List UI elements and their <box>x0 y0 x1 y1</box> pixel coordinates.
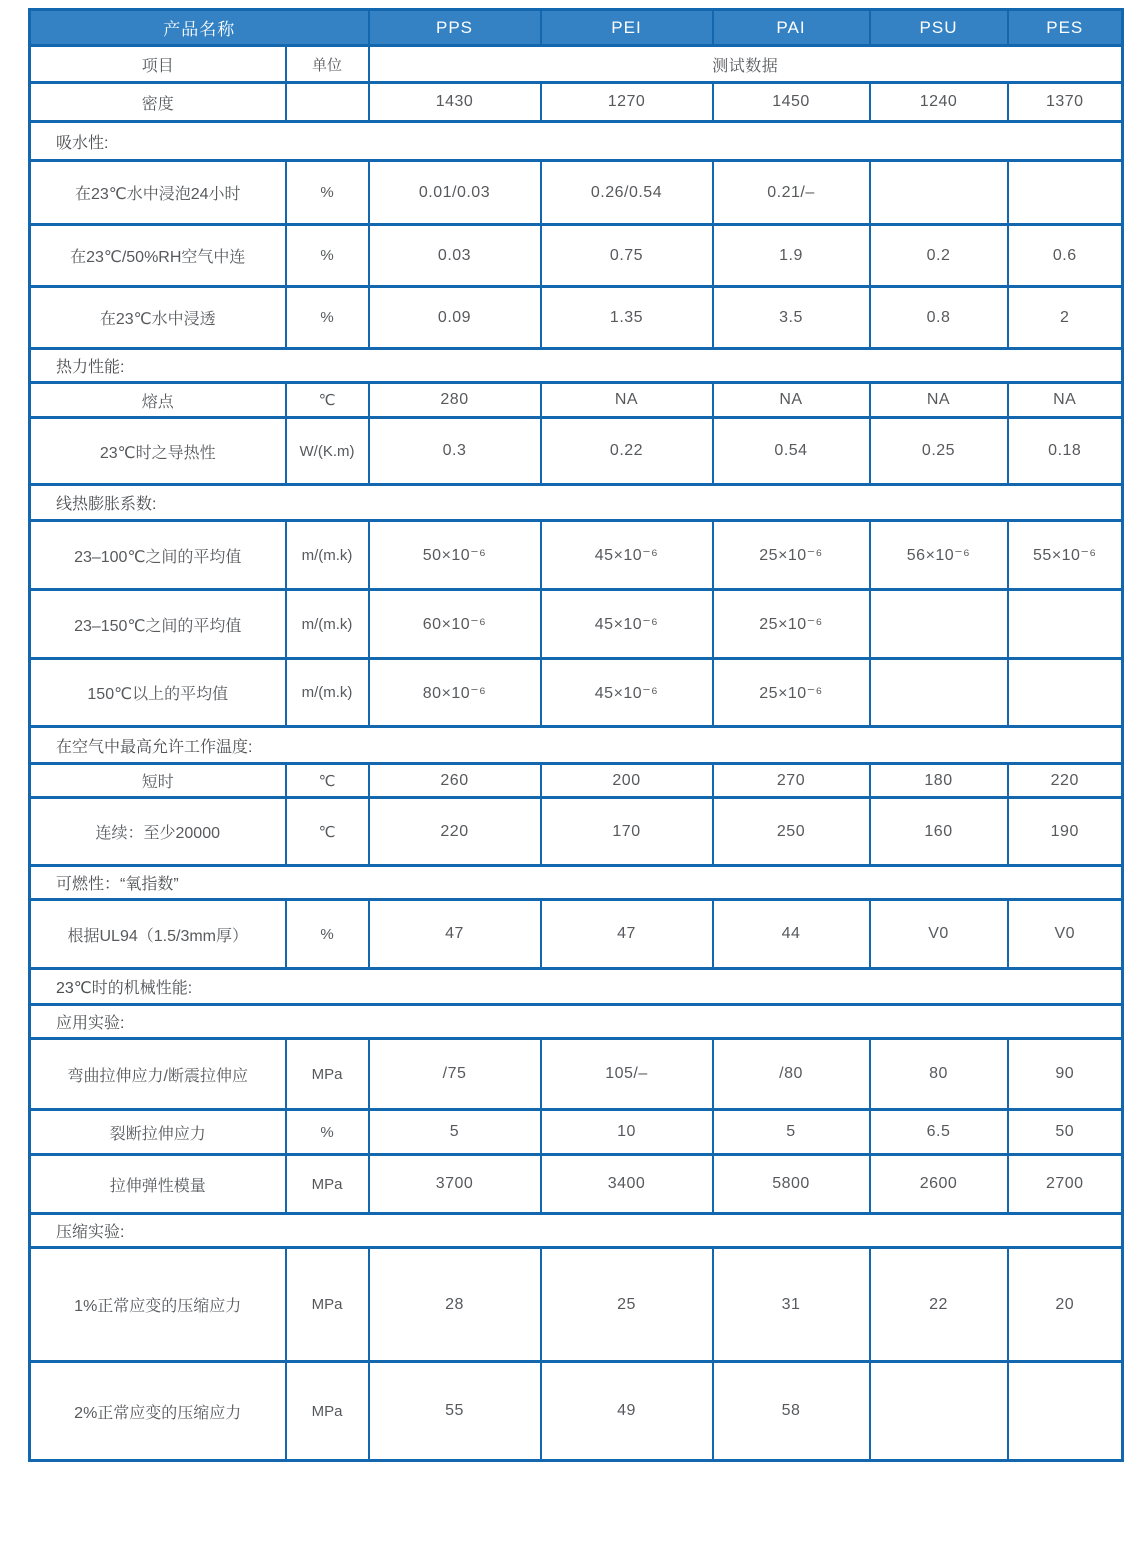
value-cell: 180 <box>870 764 1008 798</box>
item-cell: 在23℃/50%RH空气中连 <box>30 225 286 287</box>
value-cell: 1370 <box>1008 83 1123 122</box>
unit-cell: MPa <box>286 1039 369 1110</box>
value-cell: 5 <box>713 1110 870 1155</box>
section-row <box>30 122 1123 161</box>
item-cell: 拉伸弹性模量 <box>30 1155 286 1214</box>
section-row <box>30 969 1123 1005</box>
value-cell: 50×10⁻⁶ <box>369 521 541 590</box>
value-cell: 160 <box>870 798 1008 866</box>
item-cell: 2%正常应变的压缩应力 <box>30 1362 286 1461</box>
item-cell: 裂断拉伸应力 <box>30 1110 286 1155</box>
value-cell: 0.54 <box>713 418 870 485</box>
value-cell: 0.6 <box>1008 225 1123 287</box>
table-row <box>30 1110 1123 1155</box>
value-cell: 31 <box>713 1248 870 1362</box>
item-cell: 连续：至少20000 <box>30 798 286 866</box>
table-row <box>30 1039 1123 1110</box>
value-cell: 45×10⁻⁶ <box>541 590 713 659</box>
item-cell: 根据UL94（1.5/3mm厚） <box>30 900 286 969</box>
table-row <box>30 798 1123 866</box>
table-row <box>30 1362 1123 1461</box>
table-row <box>30 659 1123 727</box>
value-cell: 80×10⁻⁶ <box>369 659 541 727</box>
item-cell: 短时 <box>30 764 286 798</box>
value-cell <box>870 161 1008 225</box>
value-cell: 170 <box>541 798 713 866</box>
item-cell: 150℃以上的平均值 <box>30 659 286 727</box>
product-column-header-pes: PES <box>1008 10 1123 46</box>
unit-cell: MPa <box>286 1362 369 1461</box>
value-cell: 0.26/0.54 <box>541 161 713 225</box>
unit-cell: ℃ <box>286 383 369 418</box>
value-cell: 1430 <box>369 83 541 122</box>
value-cell <box>870 590 1008 659</box>
value-cell <box>870 1362 1008 1461</box>
value-cell: 55 <box>369 1362 541 1461</box>
value-cell: 250 <box>713 798 870 866</box>
table-row <box>30 900 1123 969</box>
value-cell: 5 <box>369 1110 541 1155</box>
section-label: 在空气中最高允许工作温度: <box>30 727 1123 764</box>
table-row <box>30 521 1123 590</box>
item-cell: 在23℃水中浸泡24小时 <box>30 161 286 225</box>
value-cell: NA <box>713 383 870 418</box>
value-cell: 55×10⁻⁶ <box>1008 521 1123 590</box>
value-cell: 47 <box>369 900 541 969</box>
value-cell: 20 <box>1008 1248 1123 1362</box>
value-cell <box>1008 659 1123 727</box>
value-cell: 0.22 <box>541 418 713 485</box>
item-cell: 密度 <box>30 83 286 122</box>
product-column-header-psu: PSU <box>870 10 1008 46</box>
item-cell: 23–100℃之间的平均值 <box>30 521 286 590</box>
subheader-row <box>30 46 1123 83</box>
value-cell: 200 <box>541 764 713 798</box>
section-label: 可燃性：“氧指数” <box>30 866 1123 900</box>
item-cell: 熔点 <box>30 383 286 418</box>
table-row <box>30 161 1123 225</box>
value-cell: 2600 <box>870 1155 1008 1214</box>
product-column-header-pai: PAI <box>713 10 870 46</box>
value-cell: 0.75 <box>541 225 713 287</box>
section-row <box>30 1214 1123 1248</box>
value-cell: 1240 <box>870 83 1008 122</box>
value-cell: 1.35 <box>541 287 713 349</box>
unit-cell: m/(m.k) <box>286 659 369 727</box>
table-row <box>30 418 1123 485</box>
value-cell: 44 <box>713 900 870 969</box>
value-cell: 5800 <box>713 1155 870 1214</box>
product-name-header-cell: 产品名称 <box>30 10 369 46</box>
value-cell: 2700 <box>1008 1155 1123 1214</box>
value-cell: 49 <box>541 1362 713 1461</box>
value-cell: /75 <box>369 1039 541 1110</box>
value-cell: 45×10⁻⁶ <box>541 521 713 590</box>
value-cell: 1270 <box>541 83 713 122</box>
table-row <box>30 83 1123 122</box>
value-cell <box>1008 1362 1123 1461</box>
unit-cell <box>286 83 369 122</box>
section-row <box>30 349 1123 383</box>
item-cell: 1%正常应变的压缩应力 <box>30 1248 286 1362</box>
value-cell: V0 <box>1008 900 1123 969</box>
item-cell: 弯曲拉伸应力/断震拉伸应 <box>30 1039 286 1110</box>
value-cell: V0 <box>870 900 1008 969</box>
value-cell: 25 <box>541 1248 713 1362</box>
value-cell: 220 <box>369 798 541 866</box>
value-cell: NA <box>1008 383 1123 418</box>
table-row <box>30 764 1123 798</box>
unit-cell: MPa <box>286 1155 369 1214</box>
value-cell: 1450 <box>713 83 870 122</box>
value-cell: NA <box>870 383 1008 418</box>
value-cell: 0.25 <box>870 418 1008 485</box>
value-cell: 25×10⁻⁶ <box>713 590 870 659</box>
section-row <box>30 1005 1123 1039</box>
value-cell: 0.03 <box>369 225 541 287</box>
header-row <box>30 10 1123 46</box>
value-cell: 90 <box>1008 1039 1123 1110</box>
section-label: 压缩实验: <box>30 1214 1123 1248</box>
product-spec-table <box>28 8 1124 1462</box>
table-row <box>30 1155 1123 1214</box>
unit-cell: ℃ <box>286 798 369 866</box>
unit-cell: MPa <box>286 1248 369 1362</box>
unit-cell: m/(m.k) <box>286 521 369 590</box>
section-label: 线热膨胀系数: <box>30 485 1123 521</box>
section-row <box>30 485 1123 521</box>
value-cell: 280 <box>369 383 541 418</box>
value-cell: 0.18 <box>1008 418 1123 485</box>
table-row <box>30 287 1123 349</box>
value-cell: 80 <box>870 1039 1008 1110</box>
product-column-header-pei: PEI <box>541 10 713 46</box>
unit-cell: m/(m.k) <box>286 590 369 659</box>
value-cell: 45×10⁻⁶ <box>541 659 713 727</box>
value-cell: 3.5 <box>713 287 870 349</box>
value-cell: 2 <box>1008 287 1123 349</box>
value-cell <box>1008 590 1123 659</box>
item-cell: 23℃时之导热性 <box>30 418 286 485</box>
section-row <box>30 866 1123 900</box>
product-column-header-pps: PPS <box>369 10 541 46</box>
value-cell: 0.2 <box>870 225 1008 287</box>
value-cell: NA <box>541 383 713 418</box>
value-cell: 10 <box>541 1110 713 1155</box>
value-cell: 105/– <box>541 1039 713 1110</box>
value-cell: 260 <box>369 764 541 798</box>
value-cell <box>1008 161 1123 225</box>
value-cell: 58 <box>713 1362 870 1461</box>
value-cell: 0.01/0.03 <box>369 161 541 225</box>
value-cell: 3700 <box>369 1155 541 1214</box>
value-cell: 28 <box>369 1248 541 1362</box>
value-cell: 3400 <box>541 1155 713 1214</box>
section-label: 应用实验: <box>30 1005 1123 1039</box>
table-row <box>30 383 1123 418</box>
unit-cell: ℃ <box>286 764 369 798</box>
value-cell: 60×10⁻⁶ <box>369 590 541 659</box>
unit-cell: W/(K.m) <box>286 418 369 485</box>
value-cell: 25×10⁻⁶ <box>713 521 870 590</box>
table-row <box>30 590 1123 659</box>
item-cell: 23–150℃之间的平均值 <box>30 590 286 659</box>
section-label: 吸水性: <box>30 122 1123 161</box>
section-label: 热力性能: <box>30 349 1123 383</box>
value-cell: 50 <box>1008 1110 1123 1155</box>
table-row <box>30 225 1123 287</box>
section-row <box>30 727 1123 764</box>
table-row <box>30 1248 1123 1362</box>
value-cell: 0.09 <box>369 287 541 349</box>
value-cell: /80 <box>713 1039 870 1110</box>
value-cell: 6.5 <box>870 1110 1008 1155</box>
unit-cell: % <box>286 161 369 225</box>
value-cell: 0.8 <box>870 287 1008 349</box>
value-cell: 25×10⁻⁶ <box>713 659 870 727</box>
unit-cell: % <box>286 1110 369 1155</box>
item-label-cell: 项目 <box>30 46 286 83</box>
section-label: 23℃时的机械性能: <box>30 969 1123 1005</box>
value-cell: 1.9 <box>713 225 870 287</box>
value-cell: 47 <box>541 900 713 969</box>
unit-label-cell: 单位 <box>286 46 369 83</box>
item-cell: 在23℃水中浸透 <box>30 287 286 349</box>
value-cell <box>870 659 1008 727</box>
unit-cell: % <box>286 225 369 287</box>
test-data-label-cell: 测试数据 <box>369 46 1123 83</box>
value-cell: 0.3 <box>369 418 541 485</box>
value-cell: 220 <box>1008 764 1123 798</box>
unit-cell: % <box>286 900 369 969</box>
value-cell: 270 <box>713 764 870 798</box>
unit-cell: % <box>286 287 369 349</box>
value-cell: 190 <box>1008 798 1123 866</box>
value-cell: 0.21/– <box>713 161 870 225</box>
value-cell: 56×10⁻⁶ <box>870 521 1008 590</box>
value-cell: 22 <box>870 1248 1008 1362</box>
